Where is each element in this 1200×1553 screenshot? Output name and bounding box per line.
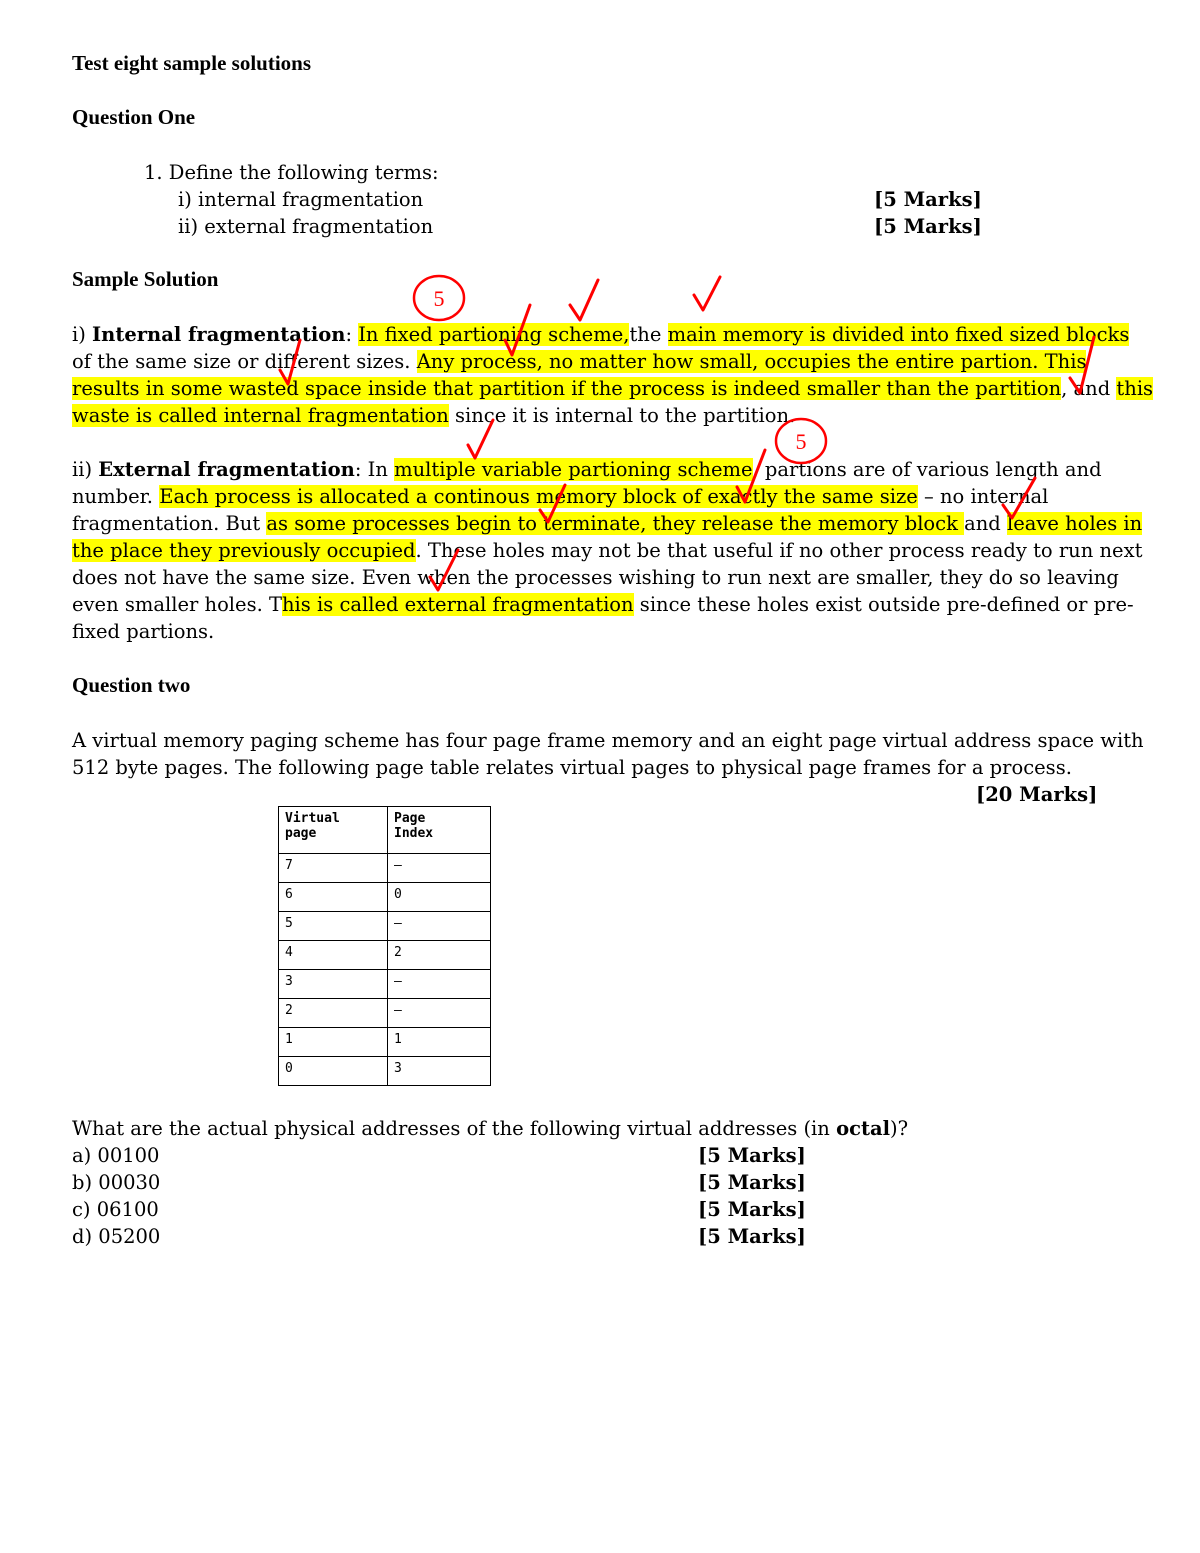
question-one-item-marks: [5 Marks] <box>874 215 982 238</box>
table-cell: 7 <box>279 854 388 883</box>
question-two-marks: [20 Marks] <box>976 783 1098 806</box>
question-two-paragraph: 512 byte pages. The following page table relates virtual pages to physical page frames for a process. <box>72 756 1072 779</box>
question-one-item-marks: [5 Marks] <box>874 188 982 211</box>
table-row <box>279 912 491 941</box>
highlighted-text: Any process, no matter how small, occupies the entire partion. This <box>416 350 1087 373</box>
external-fragmentation-line: fixed partions. <box>72 620 215 643</box>
table-cell: 3 <box>388 1057 491 1086</box>
table-cell: – <box>388 854 491 883</box>
external-fragmentation-line: even smaller holes. This is called external fragmentation since these holes exist outside pre-defined or pre- <box>72 593 1134 616</box>
table-row <box>279 941 491 970</box>
table-row <box>279 883 491 912</box>
highlighted-text: results in some wasted space inside that partition if the process is indeed smaller than the partition <box>72 377 1062 400</box>
table-cell: 2 <box>388 941 491 970</box>
table-cell: 1 <box>388 1028 491 1057</box>
internal-fragmentation-line: i) Internal fragmentation: In fixed partioning scheme,the main memory is divided into fixed sized blocks <box>72 323 1130 346</box>
checkmark-icon <box>694 277 720 310</box>
table-cell: 4 <box>279 941 388 970</box>
external-fragmentation-term: External fragmentation <box>98 458 355 481</box>
question-one-heading: Question One <box>72 105 196 129</box>
table-cell: 0 <box>279 1057 388 1086</box>
address-item: c) 06100 <box>72 1198 159 1221</box>
question-one-prompt: 1. Define the following terms: <box>144 161 439 184</box>
internal-fragmentation-line: waste is called internal fragmentation since it is internal to the partition. <box>72 404 796 427</box>
page-title: Test eight sample solutions <box>72 51 312 75</box>
table-header-row <box>279 807 491 854</box>
table-row <box>279 999 491 1028</box>
score-value: 5 <box>795 429 807 454</box>
table-cell: – <box>388 970 491 999</box>
table-row <box>279 854 491 883</box>
table-row <box>279 1028 491 1057</box>
checkmark-icon <box>570 280 598 320</box>
external-fragmentation-line: ii) External fragmentation: In multiple variable partioning scheme, partions are of various length and <box>72 458 1102 481</box>
address-item-marks: [5 Marks] <box>698 1144 806 1167</box>
table-row <box>279 970 491 999</box>
external-fragmentation-line: the place they previously occupied. These holes may not be that useful if no other process ready to run next <box>72 539 1143 562</box>
question-two-heading: Question two <box>72 673 191 697</box>
address-item-marks: [5 Marks] <box>698 1171 806 1194</box>
address-item-marks: [5 Marks] <box>698 1225 806 1248</box>
table-row <box>279 1057 491 1086</box>
question-two-ask: What are the actual physical addresses of the following virtual addresses (in octal)? <box>72 1117 909 1140</box>
highlighted-text: the place they previously occupied <box>72 539 416 562</box>
address-item: b) 00030 <box>72 1171 161 1194</box>
address-item-marks: [5 Marks] <box>698 1198 806 1221</box>
table-header-page-index: Page Index <box>388 807 491 854</box>
question-one-item: i) internal fragmentation <box>178 188 424 211</box>
highlighted-text: this <box>1116 377 1154 400</box>
highlighted-text: multiple variable partioning scheme <box>394 458 753 481</box>
score-value: 5 <box>433 286 445 311</box>
table-cell: 2 <box>279 999 388 1028</box>
highlighted-text: as some processes begin to terminate, they release the memory block <box>266 512 965 535</box>
internal-fragmentation-line: results in some wasted space inside that partition if the process is indeed smaller than the partition, and this <box>72 377 1154 400</box>
score-circle <box>414 276 464 320</box>
question-two-paragraph: A virtual memory paging scheme has four page frame memory and an eight page virtual address space with <box>72 729 1144 752</box>
table-cell: 3 <box>279 970 388 999</box>
address-item: a) 00100 <box>72 1144 160 1167</box>
table-cell: 5 <box>279 912 388 941</box>
table-cell: 6 <box>279 883 388 912</box>
external-fragmentation-line: number. Each process is allocated a continous memory block of exactly the same size – no internal <box>72 485 1049 508</box>
sample-solution-heading: Sample Solution <box>72 267 219 291</box>
highlighted-text: In fixed partioning scheme, <box>358 323 630 346</box>
highlighted-text: his is called external fragmentation <box>282 593 634 616</box>
highlighted-text: main memory is divided into fixed sized blocks <box>667 323 1130 346</box>
question-one-item: ii) external fragmentation <box>178 215 434 238</box>
external-fragmentation-line: fragmentation. But as some processes begin to terminate, they release the memory block and leave holes in <box>72 512 1143 535</box>
external-fragmentation-line: does not have the same size. Even when the processes wishing to run next are smaller, they do so leaving <box>72 566 1119 589</box>
table-cell: 1 <box>279 1028 388 1057</box>
table-cell: – <box>388 912 491 941</box>
address-item: d) 05200 <box>72 1225 161 1248</box>
internal-fragmentation-term: Internal fragmentation <box>92 323 346 346</box>
table-header-virtual-page: Virtual page <box>279 807 388 854</box>
table-cell: 0 <box>388 883 491 912</box>
table-cell: – <box>388 999 491 1028</box>
internal-fragmentation-line: of the same size or different sizes. Any process, no matter how small, occupies the entire partion. This <box>72 350 1087 373</box>
highlighted-text: leave holes in <box>1006 512 1143 535</box>
highlighted-text: Each process is allocated a continous memory block of exactly the same size <box>159 485 918 508</box>
page-table <box>278 806 491 1086</box>
highlighted-text: waste is called internal fragmentation <box>72 404 449 427</box>
